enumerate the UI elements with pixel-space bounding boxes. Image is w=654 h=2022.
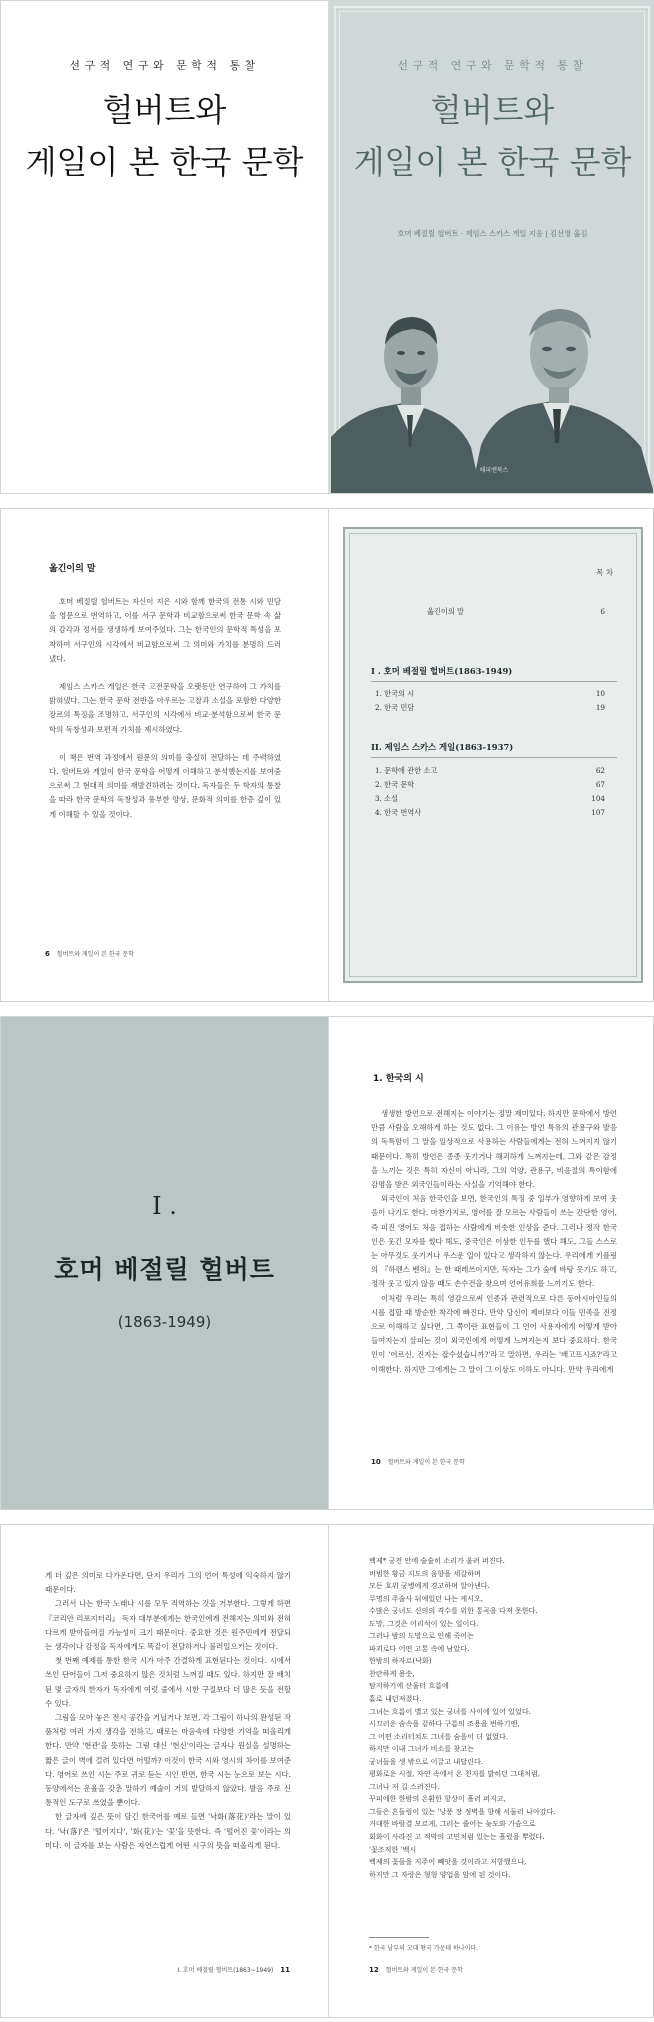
poem-line: 회화이 사라진 고 적막의 고민처럼 있는는 흘렀을 뿌렸다. [369, 1832, 545, 1842]
poem-line: 그녀나 저 길 스러진다. [369, 1781, 440, 1791]
folio-number: 12 [369, 1966, 379, 1974]
toc-panel [343, 527, 643, 983]
toc-label: 목 차 [596, 568, 613, 577]
body-text [45, 1569, 291, 1853]
spread-cover [0, 0, 654, 494]
toc-entry-page: 67 [595, 780, 605, 789]
preface-paragraph: 제임스 스카스 게일은 한국 고전문학을 오랫동안 연구하여 그 가치를 밝혀냈다. 그는 한국 문학 전반을 아우르는 고찰과 소설을 포함한 다양한 장르의 특징을 조명하고, 서구인의 시각에서 비교·분석함으로써 한국 문학의 독창성과 보편적 가치를 제시하였다. [49, 682, 281, 734]
poem-line: 그 어떤 소리터치도 그녀를 숨을이 더 없었다. [369, 1731, 509, 1741]
folio [177, 1965, 290, 1974]
folio-title: 헐버트와 게일이 본 한국 문학 [387, 1459, 465, 1466]
poem-line: '꽃조적한 '백시 [369, 1844, 417, 1854]
toc-divider [371, 757, 617, 758]
chapter-heading: 1. 한국의 시 [373, 1074, 424, 1084]
toc-entry-label: 1. 문학에 관한 소고 [375, 766, 438, 775]
preface-page [1, 509, 328, 1001]
toc-entry-label: 1. 한국의 시 [375, 689, 415, 698]
part-roman-numeral: I . [152, 1192, 177, 1220]
chapter-body [371, 1107, 617, 1377]
body-paragraph: 그러서 나는 한국 노래나 시를 모두 직역하는 것을 거부한다. 그렇게 하면 『코리안 리포지터리』 독자 대부분에게는 한국인에게 전해지는 의미와 전혀 다르게 받아들여질 가능성이 크기 때문이다. 중요한 것은 원주민에게 전달되는 생각이나 감정을 독자에게도 똑같이 전달하거나 불러일으키는 것이다. [45, 1599, 291, 1652]
chapter-paragraph: 이처럼 우리는 특히 영감으로써 인종과 관련적으로 다른 동아시아인들의 시를 접할 때 방순한 착각에 빠진다. 만약 당신이 제비보다 이들 민족을 진정으로 이해하고 싶다면, 그 쪽이란 표현들이 그 언어 사용자에게 어떻게 받아들여지는지 살피는 것이 외국인에게 어떻게 느껴지는지 보다 중요하다. 한국인이 '어르신, 진지는 잡수셨습니까?'라고 말하면, 우리는 '배고프시죠?'라고 이해한다. 하지만 그에게는 그 말이 그 이상도 이하도 아니다. 만약 우리에게 [371, 1293, 617, 1374]
toc-part2-title[interactable]: II. 제임스 스카스 게일(1863-1937) [371, 742, 514, 752]
poem-line: 흩로 내던져졌다. [369, 1694, 422, 1704]
folio [371, 1457, 465, 1466]
poem-line: 한밤의 하자르(낙화) [369, 1656, 432, 1666]
body-page [1, 1525, 328, 2017]
poem-line: 하지만 이내 그녀가 비소를 찾고는 [369, 1744, 474, 1754]
cover-image-page [328, 1, 654, 493]
poem-line: 백제의 꽃들을 지주어 빼앗을 것이라고 저항했으나, [369, 1857, 527, 1867]
poem-page [328, 1525, 654, 2017]
poem-line: 찬란하게 용솟, [369, 1668, 415, 1678]
body-paragraph: 그림을 모아 놓은 전시 공간을 거닐거나 보면, 각 그림이 하나의 완성된 작품처럼 여러 가지 생각을 전하고, 때로는 마음속에 다양한 기억을 떠올리게 한다. 만약 '현관'을 뜻하는 그림 대신 '현신'이라는 글자나 원실을 설명하는 짧은 글이 벽에 걸려 있다면 어떨까? 이것이 한국 시와 영시의 차이를 보여준다. 영어로 쓰인 시는 주로 귀로 듣는 시인 반면, 한국 시는 눈으로 보는 시다. 동양에서는 운율을 갖춘 말하기 예술이 거의 발달하지 않았다. 발음 주로 신통적인 도구로 쓰였을 뿐이다. [45, 1713, 291, 1808]
toc-entry-page: 104 [591, 794, 605, 803]
cover-title-line1: 헐버트와 [102, 91, 227, 129]
poem-line: 도망, 그것은 어리석이 있는 일이다. [369, 1618, 479, 1628]
poem-line: 모든 호위 궁병에게 경고하며 알아낸다. [369, 1581, 490, 1591]
poem-line: 거대한 바람결 모르게, 그러는 줄어는 늦도와 가슴으로 [369, 1819, 536, 1829]
preface-heading: 옮긴이의 말 [49, 564, 96, 574]
chapter-page [328, 1017, 654, 1509]
folio [369, 1965, 463, 1974]
body-paragraph: 첫 번째 예제를 통한 한국 시가 아주 간결하게 표현된다는 것이다. 시에서 쓰인 단어들이 그저 중요하지 않은 것처럼 느껴질 때도 있다. 하지만 잘 배치된 몇 글자의 한자가 독자에게 여럿 줄에서 시한 구절보다 더 많은 듯을 전할 수 있다. [45, 1656, 291, 1708]
poem-line: 그들은 흔들림이 있는 '낭풍 장 정벽을 향해 서둘러 나아갔다. [369, 1806, 556, 1816]
toc-panel-inner-border [349, 533, 637, 977]
spread-body-poem [0, 1524, 654, 2018]
toc-part1-title[interactable]: I . 호머 베절릴 헐버트(1863-1949) [371, 666, 513, 676]
cover-series-text: 선구적 연구와 문학적 통찰 [397, 59, 588, 72]
poem-line: 비범한 황금 지도의 음향을 세갈하며 [369, 1568, 481, 1578]
toc-entry-page: 19 [595, 703, 605, 712]
toc-entry-label: 3. 소설 [375, 794, 399, 803]
toc-entry-label: 옮긴이의 말 [427, 607, 465, 616]
cover-series-text: 선구적 연구와 문학적 통찰 [69, 59, 260, 72]
body-paragraph: 한 글자에 깊은 뜻이 담긴 한국어를 예로 들면 '낙화(落花)'라는 말이 있다. '낙(落)'은 '떨어지다', '화(花)'는 '꽃'을 뜻한다. 즉 '떨어진 꽃'이라는 의미다. 이 글자를 보는 사람은 자연스럽게 어떤 시구의 뜻을 떠올리게 된다. [45, 1812, 291, 1850]
folio-number: 10 [371, 1458, 381, 1466]
folio-number: 11 [280, 1966, 290, 1974]
poem-line: 무명의 주술사 뒤에있던 나는 게시오, [369, 1593, 484, 1603]
cover-title-line2: 게일이 본 한국 문학 [353, 143, 632, 181]
chapter-paragraph: 외국인이 처음 한국인을 보면, 한국인의 특징 중 일부가 영향하게 보여 웃음이 나기도 한다. 마찬가지로, 영어를 잘 모르는 사람들이 쓰는 간단한 영어, 즉 피진 영어도 처음 접하는 사람에게 비슷한 인상을 준다. 그러나 정작 한국인은 웃긴 모자를 썼다 해도, 중국인은 이상한 인두를 했다 해도, 그들 스스로는 아무것도 웃기거나 우스운 일이 있다고 생각하지 않는다. 우리에게 키플링의 『하렌스 벤허』는 한 때레쓰이지만, 독자는 그가 숲에 바탕 옷기도 하고, 정작 웃고 있지 않음 때도 손수건을 찾으며 언어유희를 느끼기도 한다. [371, 1194, 617, 1289]
folio-number: 6 [45, 950, 50, 958]
poem-line: 그녀는 흐름이 별고 있는 궁녀를 사이에 있어 있었다. [369, 1706, 531, 1716]
body-paragraph: 게 더 깊은 의미로 다가온다면, 단지 우리가 그의 언어 특성에 익숙하지 않기 때문이다. [45, 1571, 291, 1595]
folio [45, 949, 134, 958]
poem-line: 평화로운 시절, 자연 속에서 온 천지를 밝히던 그대처럼, [369, 1769, 541, 1779]
poem-line: 하지만 그 자랑은 형형 양업을 암에 된 것이다. [369, 1869, 511, 1879]
poem-line: 궁녀들을 생 밖으로 이끌고 내달린다. [369, 1756, 484, 1766]
toc-entry-page: 107 [591, 808, 605, 817]
footnote: * 한국 남부의 고대 왕국 가운데 하나이다. [369, 1945, 479, 1952]
toc-page [328, 509, 654, 1001]
poem-line: 백제* 궁전 안에 술술히 소리가 울려 퍼진다. [369, 1556, 505, 1565]
preface-paragraph: 이 책은 번역 과정에서 원문의 의미를 충실히 전달하는 데 주력하였다. 헐버트와 게일이 한국 문학을 어떻게 이해하고 분석했는지를 보여줌으로써 그 현대적 의미를 재발견하려는 것이다. 독자들은 두 학자의 통찰을 따라 한국 문학의 독창성과 풍부한 양상, 문화적 의미를 한층 깊이 있게 이해할 수 있을 것이다. [49, 752, 281, 819]
folio-title: 헐버트와 게일이 본 한국 문학 [385, 1967, 463, 1974]
chapter-paragraph: 생생한 방언으로 전해지는 이야기는 정말 재미있다. 하지만 문학에서 방언만큼 사람을 오해하게 하는 것도 없다. 그 이유는 방언 특유의 관용구와 발음의 독특함이 그 말을 일상적으로 사용하는 사람들에게는 전혀 느껴지지 않기 때문이다. 특히 방언은 종종 웃기거나 해괴하게 느껴지는데, 그와 같은 감정을 느끼는 것은 특히 자신이 아니라, 그의 억양, 관용구, 비음절의 특이함에 감명을 받은 외국인들이라는 사실을 기억해야 한다. [371, 1109, 617, 1190]
poem-line: 수많은 궁녀도 신의의 격수를 위한 통곡을 다져 못한다. [369, 1606, 538, 1616]
preface-body [49, 595, 281, 822]
folio-title: I. 호머 베절릴 헐버트(1863~1949) [177, 1967, 274, 1974]
poem-line: 파괴로다 어떤 고통 속에 남았다. [369, 1643, 470, 1653]
poem [369, 1555, 619, 1881]
spread-part-opener [0, 1016, 654, 1510]
preface-paragraph: 호머 베절릴 헐버트는 자신이 지은 시와 함께 한국의 전통 시와 민담을 영문으로 번역하고, 이를 서구 문학과 비교함으로써 한국 문학 속 삶의 감각과 정서를 생생하게 보여주었다. 그는 한국인의 문학적 특성을 포착하여 서구인의 시각에서 비교함으로써 그 의미와 가치를 분명히 드러냈다. [49, 597, 281, 663]
part-opener-page [1, 1017, 328, 1509]
toc-entry-page: 10 [595, 689, 605, 698]
cover-title-line2: 게일이 본 한국 문학 [25, 143, 304, 181]
cover-publisher-logo: 해피엔북스 [479, 467, 509, 474]
cover-flat-page [1, 1, 328, 493]
cover-authors: 호머 베절릴 헐버트 · 제임스 스카스 게일 지음 | 김선영 옮김 [397, 229, 588, 238]
poem-line: 그러나 밤의 도망으로 인해 죽어는 [369, 1631, 474, 1641]
poem-line: 시끄러운 숨속을 겉하다 구름의 조용을 번하기엔, [369, 1719, 520, 1729]
cover-portraits-image [331, 287, 654, 493]
toc-entry-label: 2. 한국 민담 [375, 703, 415, 712]
toc-entry-label: 2. 한국 문학 [375, 780, 415, 789]
folio-title: 헐버트와 게일이 본 한국 문학 [56, 951, 134, 958]
cover-title-line1: 헐버트와 [430, 91, 555, 129]
footnote-rule [369, 1937, 429, 1938]
spread-preface-toc [0, 508, 654, 1002]
toc-entry-label: 4. 한국 번역사 [375, 808, 422, 817]
part-name: 호머 베절릴 헐버트 [54, 1255, 275, 1284]
toc-entry-page: 6 [600, 607, 605, 616]
toc-divider [371, 681, 617, 682]
poem-line: 꾸피에한 한밤의 온환한 항상이 흘러 퍼지고, [369, 1794, 506, 1804]
part-years: (1863-1949) [117, 1313, 212, 1331]
toc-entry-page: 62 [595, 766, 605, 775]
poem-line: 탐지하기에 산울터 흐름에 [369, 1681, 449, 1691]
